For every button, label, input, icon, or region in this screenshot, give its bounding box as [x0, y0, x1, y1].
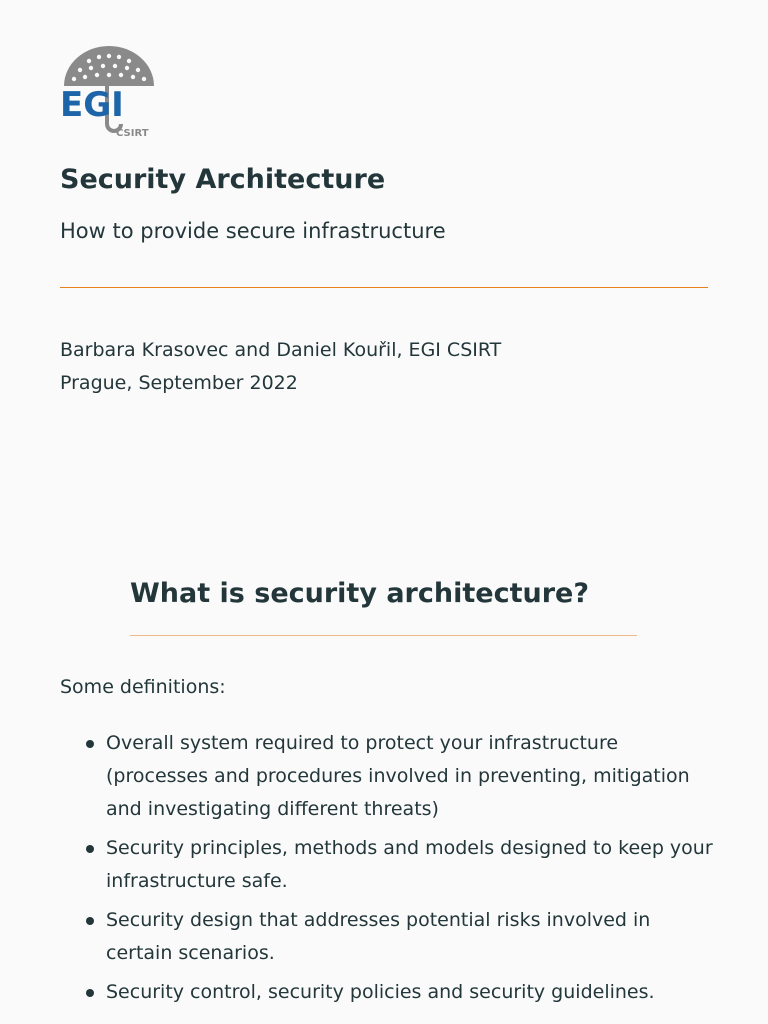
slide-title: Security Architecture: [60, 164, 386, 195]
list-item-text: Security principles, methods and models designed to keep your infrastructure safe.: [106, 837, 713, 892]
list-item: [60, 976, 720, 1009]
title-divider: [60, 287, 708, 288]
list-item: [60, 727, 720, 826]
logo-wordmark: EGI: [60, 85, 124, 125]
list-item-text: Security design that addresses potential risks involved in certain scenarios.: [106, 909, 651, 964]
slide-date: Prague, September 2022: [60, 372, 298, 394]
frame-title-divider: [130, 635, 637, 636]
frame-intro: Some definitions:: [60, 676, 226, 698]
list-item: [60, 904, 720, 970]
slide-author: Barbara Krasovec and Daniel Kouřil, EGI CSIRT: [60, 339, 502, 361]
bullet-dot-icon: [86, 989, 94, 997]
list-item: [60, 832, 720, 898]
bullet-dot-icon: [86, 740, 94, 748]
bullet-dot-icon: [86, 845, 94, 853]
bullet-dot-icon: [86, 917, 94, 925]
slide-subtitle: How to provide secure infrastructure: [60, 219, 446, 243]
egi-csirt-logo: [58, 46, 160, 142]
frame-title: What is security architecture?: [130, 578, 589, 609]
logo-subtext: CSIRT: [116, 128, 149, 139]
list-item-text: Security control, security policies and security guidelines.: [106, 981, 655, 1003]
list-item-text: Overall system required to protect your infrastructure (processes and procedures involved in preventing, mitigation and investigating different threats): [106, 732, 690, 820]
list-item: [60, 1015, 720, 1024]
definitions-list: [60, 727, 720, 1024]
